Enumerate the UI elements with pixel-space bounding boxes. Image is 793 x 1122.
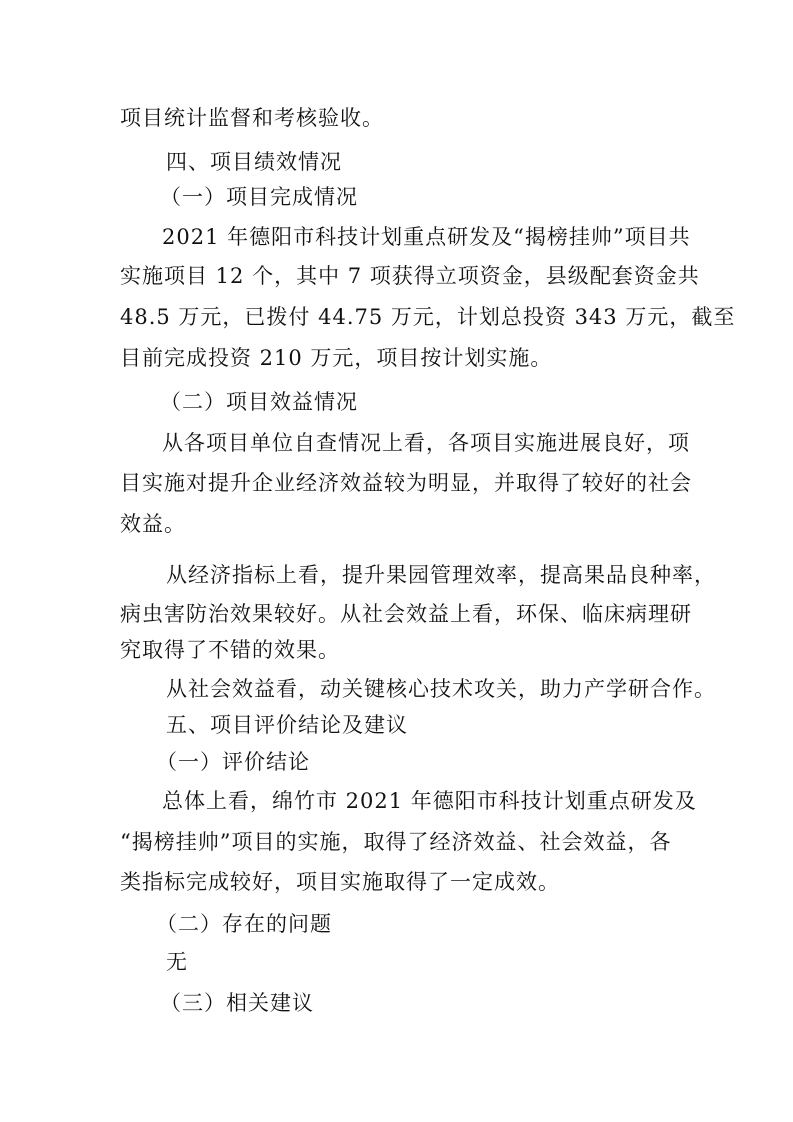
paragraph-completion-line: 2021 年德阳市科技计划重点研发及“揭榜挂帅”项目共 — [162, 225, 691, 249]
paragraph-conclusion-line: 总体上看，绵竹市 2021 年德阳市科技计划重点研发及 — [162, 789, 697, 813]
subsection-heading-4-2: （二）项目效益情况 — [160, 390, 358, 414]
paragraph-completion-line: 实施项目 12 个，其中 7 项获得立项资金，县级配套资金共 — [120, 264, 700, 288]
paragraph-benefit-line: 从各项目单位自查情况上看，各项目实施进展良好，项 — [162, 431, 690, 455]
subsection-heading-4-1: （一）项目完成情况 — [160, 185, 358, 209]
paragraph-economic-line: 从经济指标上看，提升果园管理效率，提高果品良种率， — [166, 563, 716, 587]
subsection-heading-5-3: （三）相关建议 — [160, 991, 314, 1015]
paragraph-economic-line: 究取得了不错的效果。 — [120, 638, 340, 662]
paragraph-economic-line: 病虫害防治效果较好。从社会效益上看，环保、临床病理研 — [120, 602, 692, 626]
paragraph-completion-line: 48.5 万元，已拨付 44.75 万元，计划总投资 343 万元，截至 — [120, 305, 736, 329]
paragraph-benefit-line: 效益。 — [120, 512, 186, 536]
paragraph-conclusion-line: “揭榜挂帅”项目的实施，取得了经济效益、社会效益，各 — [120, 830, 672, 854]
subsection-heading-5-2: （二）存在的问题 — [156, 912, 332, 936]
section-heading-5: 五、项目评价结论及建议 — [166, 713, 408, 737]
section-heading-4: 四、项目绩效情况 — [166, 150, 342, 174]
paragraph-conclusion-line: 类指标完成较好，项目实施取得了一定成效。 — [120, 870, 560, 894]
paragraph-completion-line: 目前完成投资 210 万元，项目按计划实施。 — [120, 346, 553, 370]
subsection-heading-5-1: （一）评价结论 — [156, 750, 310, 774]
paragraph-benefit-line: 目实施对提升企业经济效益较为明显，并取得了较好的社会 — [120, 471, 692, 495]
paragraph-intro-tail: 项目统计监督和考核验收。 — [120, 106, 384, 130]
paragraph-problems: 无 — [166, 950, 188, 974]
paragraph-social: 从社会效益看，动关键核心技术攻关，助力产学研合作。 — [166, 677, 716, 701]
